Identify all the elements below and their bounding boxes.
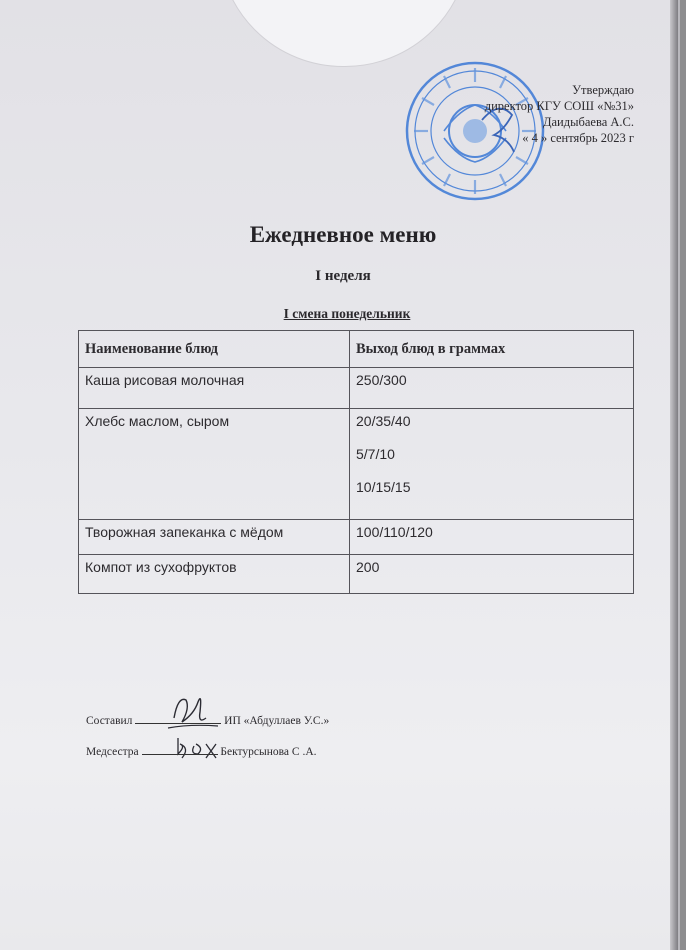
dish-weight: 10/15/15: [356, 479, 411, 495]
approval-block: [485, 82, 634, 146]
table-row: [79, 368, 634, 409]
table-row: [79, 520, 634, 555]
composed-by-line: [86, 715, 329, 727]
table-row: [79, 555, 634, 594]
column-header-weight: Выход блюд в граммах: [350, 331, 634, 368]
dish-weight: 5/7/10: [356, 446, 395, 462]
dish-name: Хлебс маслом, сыром: [79, 409, 350, 520]
dish-name: Каша рисовая молочная: [79, 368, 350, 409]
dish-weight: 20/35/40: [356, 413, 411, 429]
sleeve-cutout: [218, 0, 470, 67]
sleeve-edge: [670, 0, 678, 950]
shift-heading: I смена понедельник: [283, 306, 411, 321]
table-row: [79, 409, 634, 520]
approval-line-4: « 4 » сентябрь 2023 г: [522, 131, 634, 145]
nurse-line: [86, 746, 317, 758]
approval-line-1: Утверждаю: [572, 83, 634, 97]
signature-line: [142, 754, 218, 755]
dish-weight: 200: [350, 555, 634, 594]
nurse-name: Бектурсынова С .А.: [220, 746, 317, 758]
approval-line-2: директор КГУ СОШ «№31»: [484, 99, 634, 113]
menu-table: [78, 330, 634, 594]
approval-line-3: Даидыбаева А.С.: [542, 115, 634, 129]
dish-weight: 250/300: [350, 368, 634, 409]
composed-name: ИП «Абдуллаев У.С.»: [224, 715, 330, 727]
column-header-dish: Наименование блюд: [79, 331, 350, 368]
signature-line: [135, 723, 221, 724]
dish-name: Компот из сухофруктов: [79, 555, 350, 594]
dish-weight: 100/110/120: [350, 520, 634, 555]
dish-name: Творожная запеканка с мёдом: [79, 520, 350, 555]
table-header-row: [79, 331, 634, 368]
page-title: Ежедневное меню: [249, 222, 437, 247]
dish-weight-multi: [350, 409, 634, 520]
composed-label: Составил: [86, 715, 133, 727]
week-heading: I неделя: [315, 268, 371, 284]
nurse-label: Медсестра: [86, 746, 139, 758]
